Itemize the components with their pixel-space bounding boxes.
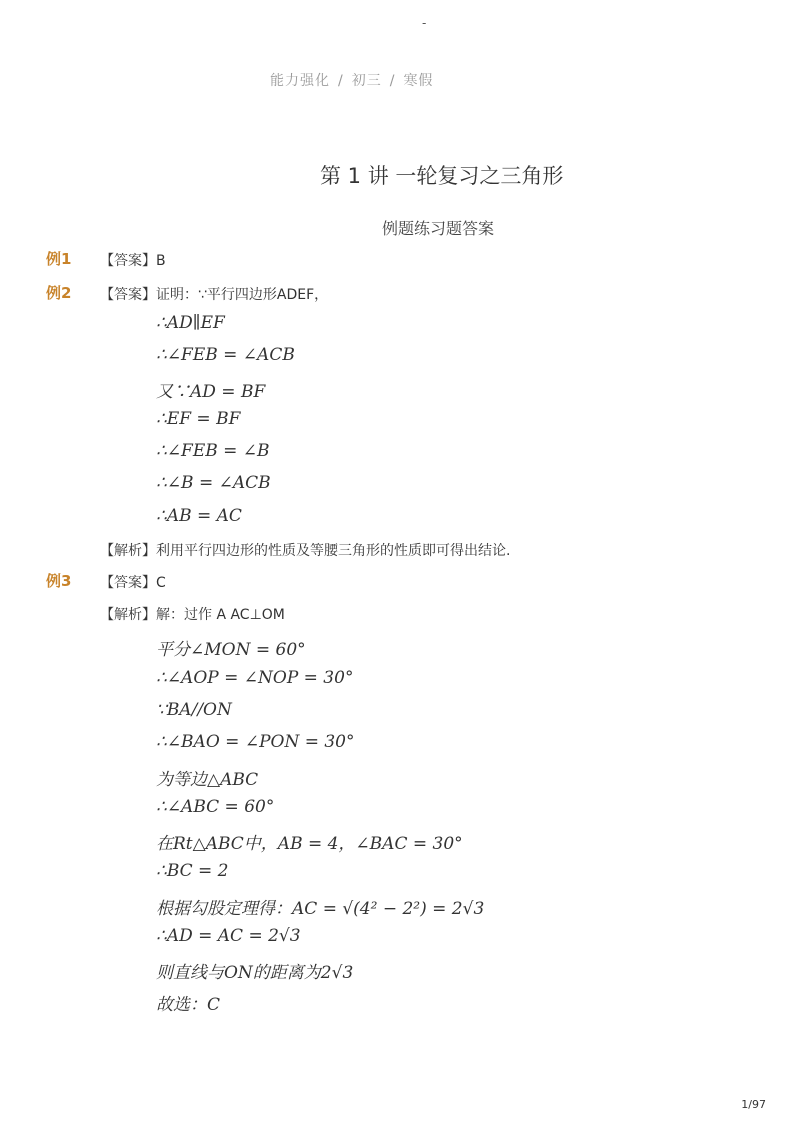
proof-line: ∴∠B = ∠ACB: [156, 473, 271, 493]
page-number: 1/97: [741, 1098, 766, 1111]
solution-line: 则直线与ON的距离为2√3: [156, 963, 354, 983]
page-title: 第 1 讲 一轮复习之三角形: [320, 164, 564, 188]
solution-line: 平分∠MON = 60°: [156, 640, 306, 660]
header-dash: -: [422, 16, 427, 30]
example-2-label: 例2: [46, 284, 72, 302]
proof-line: ∴AB = AC: [156, 506, 242, 526]
example-1-label: 例1: [46, 250, 72, 268]
proof-line: 又∵AD = BF: [156, 382, 266, 402]
solution-line: 在Rt△ABC中，AB = 4，∠BAC = 30°: [156, 834, 463, 854]
proof-line: ∴∠FEB = ∠ACB: [156, 345, 295, 365]
solution-line: ∵BA//ON: [156, 700, 232, 720]
solution-line: ∴BC = 2: [156, 861, 229, 881]
proof-line: ∴EF = BF: [156, 409, 241, 429]
solution-line: 为等边△ABC: [156, 770, 259, 790]
breadcrumb-separator: /: [338, 73, 344, 89]
example-3-label: 例3: [46, 572, 72, 590]
solution-line: ∴∠ABC = 60°: [156, 797, 275, 817]
page-subtitle: 例题练习题答案: [382, 219, 495, 238]
breadcrumb-item: 能力强化: [270, 73, 330, 89]
proof-line: ∴AD∥EF: [156, 313, 225, 333]
example-3-answer: 【答案】C: [100, 575, 166, 591]
proof-line: ∴∠FEB = ∠B: [156, 441, 270, 461]
solution-line: ∴AD = AC = 2√3: [156, 926, 301, 946]
solution-line: 故选：C: [156, 995, 221, 1015]
breadcrumb-separator: /: [389, 73, 396, 89]
solution-line: 根据勾股定理得：AC = √(4² − 2²) = 2√3: [156, 899, 485, 919]
breadcrumb-item: 初三: [351, 73, 382, 89]
breadcrumb: [270, 70, 433, 90]
example-3-analysis-head: 【解析】解：过作 A AC⊥OM: [100, 607, 285, 623]
example-1-answer: 【答案】B: [100, 253, 166, 269]
example-2-answer: 【答案】证明：∵平行四边形ADEF，: [100, 287, 329, 303]
solution-line: ∴∠BAO = ∠PON = 30°: [156, 732, 355, 752]
solution-line: ∴∠AOP = ∠NOP = 30°: [156, 668, 354, 688]
breadcrumb-item: 寒假: [403, 73, 434, 89]
example-2-analysis: 【解析】利用平行四边形的性质及等腰三角形的性质即可得出结论.: [100, 543, 511, 559]
